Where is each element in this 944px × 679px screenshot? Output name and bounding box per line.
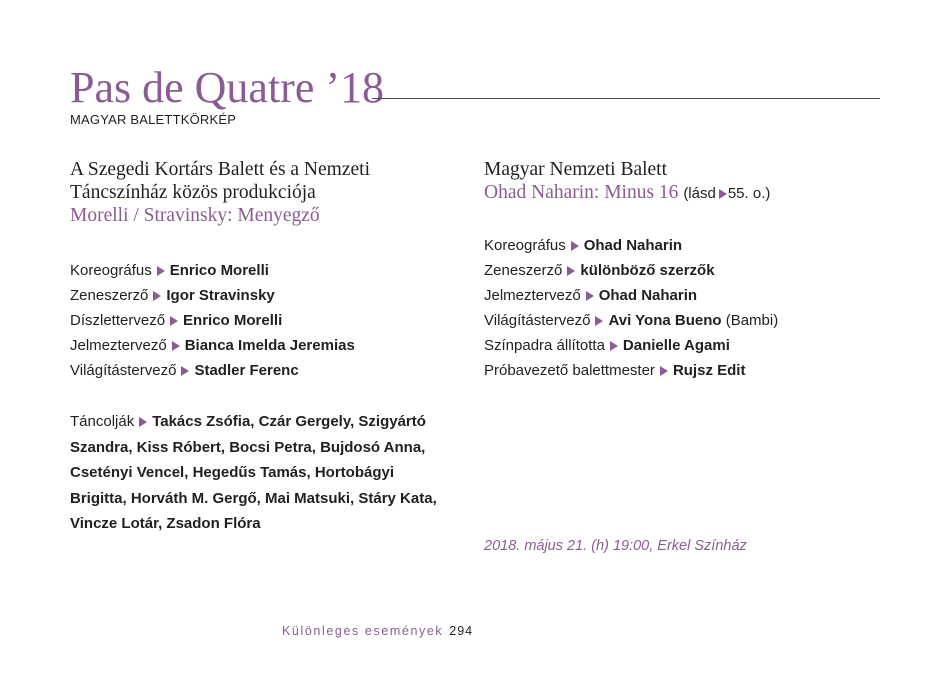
credit-row (70, 358, 355, 383)
credit-name: Avi Yona Bueno (608, 312, 722, 329)
credit-role: Zeneszerző (484, 262, 563, 279)
credit-row (484, 333, 778, 358)
right-column (484, 158, 770, 205)
credit-name: Ohad Naharin (583, 237, 683, 254)
credit-role: Színpadra állította (484, 337, 605, 354)
left-company-line2: Táncszínház közös produkciója (70, 182, 316, 203)
credit-name: különböző szerzők (580, 262, 715, 279)
credit-role: Koreográfus (484, 237, 566, 254)
credit-name: Enrico Morelli (169, 262, 269, 279)
credit-role: Világítástervező (70, 362, 177, 379)
right-company: Magyar Nemzeti Balett (484, 159, 668, 180)
triangle-right-icon (139, 417, 147, 427)
triangle-right-icon (567, 266, 575, 276)
credit-role: Jelmeztervező (484, 287, 581, 304)
credit-name: Enrico Morelli (183, 312, 283, 329)
triangle-right-icon (157, 266, 165, 276)
page-footer (282, 624, 473, 638)
right-credits (484, 233, 778, 383)
triangle-right-icon (181, 366, 189, 376)
credit-name: Danielle Agami (622, 337, 730, 354)
credit-name: Stadler Ferenc (194, 362, 299, 379)
right-piece-line (484, 181, 770, 205)
credit-extra: (Bambi) (721, 312, 779, 329)
credit-row (484, 233, 778, 258)
triangle-right-icon (170, 316, 178, 326)
left-piece-title: Morelli / Stravinsky: Menyegző (70, 205, 320, 226)
credit-row (484, 308, 778, 333)
credit-row (484, 258, 778, 283)
see-reference: (lásd 55. o.) (683, 185, 771, 202)
dancers-label: Táncolják (70, 413, 135, 430)
triangle-right-icon (660, 366, 668, 376)
credit-name: Bianca Imelda Jeremias (184, 337, 355, 354)
credit-row (70, 308, 355, 333)
dancers-list: Takács Zsófia, Czár Gergely, Szigyártó Szandra, Kiss Róbert, Bocsi Petra, Bujdosó Anna, Csetényi Vencel, Hegedűs Tamás, Hortobágyi Brigitta, Horváth M. Gergő, Mai Matsuki, Stáry Kata, Vincze Lotár, Zsadon Flóra (70, 413, 437, 532)
left-credits (70, 258, 355, 383)
event-date: 2018. május 21. (h) 19:00, Erkel Színház (484, 538, 747, 554)
page-subtitle: MAGYAR BALETTKÖRKÉP (70, 112, 237, 127)
left-column (70, 158, 370, 227)
credit-row (484, 283, 778, 308)
triangle-right-icon (153, 291, 161, 301)
triangle-right-icon (595, 316, 603, 326)
credit-row (70, 333, 355, 358)
page-title: Pas de Quatre ’18 (70, 63, 385, 112)
credit-name: Igor Stravinsky (166, 287, 275, 304)
triangle-right-icon (172, 341, 180, 351)
triangle-right-icon (719, 189, 727, 199)
credit-role: Zeneszerző (70, 287, 149, 304)
credit-name: Rujsz Edit (672, 362, 746, 379)
title-rule (372, 98, 880, 99)
page-number: 294 (449, 624, 474, 638)
triangle-right-icon (571, 241, 579, 251)
credit-row (70, 258, 355, 283)
dancers-block (70, 409, 450, 537)
triangle-right-icon (610, 341, 618, 351)
credit-role: Jelmeztervező (70, 337, 167, 354)
left-company-line1: A Szegedi Kortárs Balett és a Nemzeti (70, 159, 370, 180)
credit-role: Világítástervező (484, 312, 591, 329)
credit-row (484, 358, 778, 383)
credit-role: Díszlettervező (70, 312, 166, 329)
triangle-right-icon (586, 291, 594, 301)
right-piece-title: Ohad Naharin: Minus 16 (484, 182, 679, 203)
credit-row (70, 283, 355, 308)
footer-section: Különleges események (282, 624, 444, 638)
credit-role: Koreográfus (70, 262, 152, 279)
credit-name: Ohad Naharin (598, 287, 698, 304)
credit-role: Próbavezető balettmester (484, 362, 655, 379)
